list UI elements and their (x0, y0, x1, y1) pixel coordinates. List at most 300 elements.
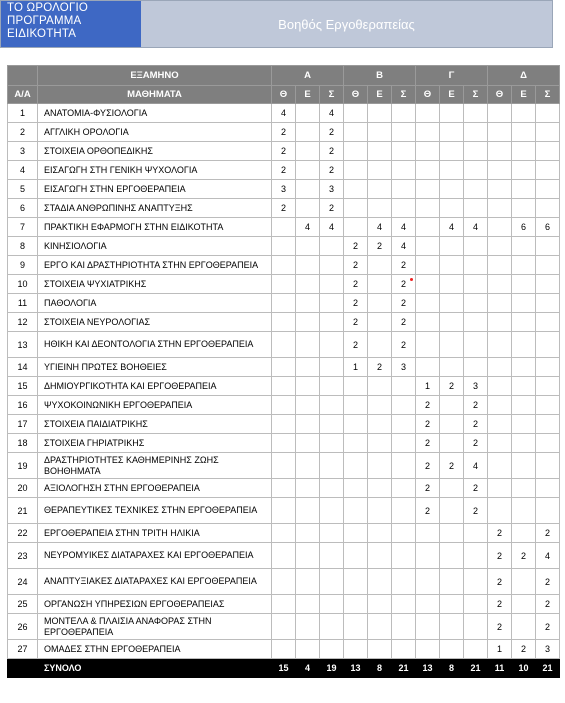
hours-cell (368, 256, 392, 275)
course-row (8, 218, 560, 237)
hours-cell (296, 142, 320, 161)
hours-cell (440, 199, 464, 218)
hours-cell (512, 377, 536, 396)
course-row (8, 415, 560, 434)
hours-cell: 4 (320, 104, 344, 123)
row-number: 12 (8, 313, 38, 332)
row-number: 15 (8, 377, 38, 396)
hours-cell (296, 104, 320, 123)
hours-cell (392, 614, 416, 640)
hours-cell: 2 (320, 161, 344, 180)
course-name: ΕΙΣΑΓΩΓΗ ΣΤΗ ΓΕΝΙΚΗ ΨΥΧΟΛΟΓΙΑ (38, 161, 272, 180)
row-number: 1 (8, 104, 38, 123)
hours-cell: 4 (272, 104, 296, 123)
row-number: 14 (8, 358, 38, 377)
hours-cell (368, 569, 392, 595)
hours-cell (272, 434, 296, 453)
hours-cell (440, 543, 464, 569)
hours-cell (320, 332, 344, 358)
hours-cell: 2 (344, 275, 368, 294)
total-cell: 21 (392, 659, 416, 678)
hours-cell (440, 161, 464, 180)
hours-cell (464, 569, 488, 595)
row-number: 16 (8, 396, 38, 415)
course-row (8, 294, 560, 313)
hours-cell (512, 180, 536, 199)
hours-cell: 2 (416, 498, 440, 524)
hours-cell: 2 (440, 453, 464, 479)
hours-cell (464, 275, 488, 294)
hours-cell (416, 524, 440, 543)
course-name: ΨΥΧΟΚΟΙΝΩΝΙΚΗ ΕΡΓΟΘΕΡΑΠΕΙΑ (38, 396, 272, 415)
hours-cell (512, 453, 536, 479)
hours-cell (368, 332, 392, 358)
hours-cell (512, 595, 536, 614)
course-row (8, 396, 560, 415)
hours-cell (536, 199, 560, 218)
hours-cell (512, 161, 536, 180)
hours-cell (512, 104, 536, 123)
hours-cell (440, 123, 464, 142)
hours-cell: 2 (344, 313, 368, 332)
hours-cell (464, 543, 488, 569)
hours-cell (296, 453, 320, 479)
hours-cell (464, 123, 488, 142)
hours-cell: 2 (392, 275, 416, 294)
corner-cell (8, 66, 38, 86)
hours-cell (440, 640, 464, 659)
hours-cell: 2 (416, 434, 440, 453)
subcol-header: Σ (464, 86, 488, 104)
hours-cell (536, 313, 560, 332)
hours-cell (464, 142, 488, 161)
course-name: ΗΘΙΚΗ ΚΑΙ ΔΕΟΝΤΟΛΟΓΙΑ ΣΤΗΝ ΕΡΓΟΘΕΡΑΠΕΙΑ (38, 332, 272, 358)
hours-cell: 3 (320, 180, 344, 199)
hours-cell (320, 313, 344, 332)
total-cell: 21 (464, 659, 488, 678)
row-number: 21 (8, 498, 38, 524)
course-name: ΣΤΟΙΧΕΙΑ ΠΑΙΔΙΑΤΡΙΚΗΣ (38, 415, 272, 434)
hours-cell (536, 161, 560, 180)
hours-cell: 2 (536, 614, 560, 640)
hours-cell (440, 104, 464, 123)
hours-cell (464, 332, 488, 358)
course-row (8, 524, 560, 543)
course-name: ΜΟΝΤΕΛΑ & ΠΛΑΙΣΙΑ ΑΝΑΦΟΡΑΣ ΣΤΗΝ ΕΡΓΟΘΕΡΑΠΕΙΑ (38, 614, 272, 640)
hours-cell (296, 123, 320, 142)
hours-cell (272, 396, 296, 415)
hours-cell (536, 142, 560, 161)
course-name: ΣΤΟΙΧΕΙΑ ΝΕΥΡΟΛΟΓΙΑΣ (38, 313, 272, 332)
hours-cell (392, 498, 416, 524)
hours-cell (440, 358, 464, 377)
subcol-header: Θ (344, 86, 368, 104)
hours-cell: 2 (344, 294, 368, 313)
course-name: ΠΑΘΟΛΟΓΙΑ (38, 294, 272, 313)
hours-cell: 2 (320, 142, 344, 161)
hours-cell (296, 161, 320, 180)
hours-cell (416, 313, 440, 332)
hours-cell (368, 142, 392, 161)
course-name: ΕΡΓΟ ΚΑΙ ΔΡΑΣΤΗΡΙΟΤΗΤΑ ΣΤΗΝ ΕΡΓΟΘΕΡΑΠΕΙΑ (38, 256, 272, 275)
total-row (8, 659, 560, 678)
subcol-header: Σ (320, 86, 344, 104)
hours-cell (320, 569, 344, 595)
hours-cell: 2 (416, 396, 440, 415)
hours-cell (440, 479, 464, 498)
hours-cell (488, 237, 512, 256)
row-number: 4 (8, 161, 38, 180)
hours-cell (344, 142, 368, 161)
semester-1: Α (272, 66, 344, 86)
hours-cell (344, 479, 368, 498)
hours-cell (416, 595, 440, 614)
hours-cell (296, 524, 320, 543)
hours-cell (416, 332, 440, 358)
row-number: 5 (8, 180, 38, 199)
hours-cell (464, 313, 488, 332)
hours-cell (536, 180, 560, 199)
hours-cell (368, 313, 392, 332)
hours-cell (392, 595, 416, 614)
hours-cell (488, 377, 512, 396)
hours-cell (344, 199, 368, 218)
hours-cell (464, 161, 488, 180)
total-corner (8, 659, 38, 678)
hours-cell (512, 275, 536, 294)
hours-cell: 2 (272, 123, 296, 142)
hours-cell (440, 256, 464, 275)
subcol-header: Ε (296, 86, 320, 104)
hours-cell (368, 543, 392, 569)
schedule-body (8, 66, 560, 678)
course-row (8, 199, 560, 218)
hours-cell (416, 237, 440, 256)
hours-cell: 1 (344, 358, 368, 377)
course-name: ΕΡΓΟΘΕΡΑΠΕΙΑ ΣΤΗΝ ΤΡΙΤΗ ΗΛΙΚΙΑ (38, 524, 272, 543)
hours-cell: 2 (488, 614, 512, 640)
total-cell: 8 (440, 659, 464, 678)
course-name: ΣΤΟΙΧΕΙΑ ΟΡΘΟΠΕΔΙΚΗΣ (38, 142, 272, 161)
hours-cell (416, 123, 440, 142)
hours-cell (392, 142, 416, 161)
hours-cell (320, 358, 344, 377)
hours-cell (368, 614, 392, 640)
course-name: ΣΤΟΙΧΕΙΑ ΓΗΡΙΑΤΡΙΚΗΣ (38, 434, 272, 453)
total-cell: 15 (272, 659, 296, 678)
hours-cell (320, 498, 344, 524)
hours-cell: 6 (512, 218, 536, 237)
hours-cell (272, 256, 296, 275)
title-line-3: ΕΙΔΙΚΟΤΗΤΑ (7, 28, 77, 40)
hours-cell (536, 275, 560, 294)
course-name: ΔΡΑΣΤΗΡΙΟΤΗΤΕΣ ΚΑΘΗΜΕΡΙΝΗΣ ΖΩΗΣ ΒΟΗΘΗΜΑΤΑ (38, 453, 272, 479)
hours-cell (392, 569, 416, 595)
hours-cell (296, 415, 320, 434)
hours-cell (296, 358, 320, 377)
hours-cell (440, 595, 464, 614)
hours-cell (464, 294, 488, 313)
course-row (8, 595, 560, 614)
hours-cell (512, 614, 536, 640)
hours-cell: 2 (392, 294, 416, 313)
hours-cell (440, 524, 464, 543)
total-cell: 4 (296, 659, 320, 678)
hours-cell (320, 256, 344, 275)
hours-cell (296, 237, 320, 256)
hours-cell (296, 377, 320, 396)
hours-cell: 1 (488, 640, 512, 659)
hours-cell (416, 142, 440, 161)
specialty-name: Βοηθός Εργοθεραπείας (141, 1, 552, 47)
hours-cell (488, 313, 512, 332)
course-name: ΠΡΑΚΤΙΚΗ ΕΦΑΡΜΟΓΗ ΣΤΗΝ ΕΙΔΙΚΟΤΗΤΑ (38, 218, 272, 237)
hours-cell (392, 104, 416, 123)
hours-cell (368, 161, 392, 180)
row-number: 19 (8, 453, 38, 479)
hours-cell: 2 (272, 199, 296, 218)
course-name: ΕΙΣΑΓΩΓΗ ΣΤΗΝ ΕΡΓΟΘΕΡΑΠΕΙΑ (38, 180, 272, 199)
hours-cell (392, 123, 416, 142)
hours-cell (392, 377, 416, 396)
hours-cell (296, 479, 320, 498)
hours-cell (464, 614, 488, 640)
hours-cell (344, 595, 368, 614)
hours-cell: 2 (344, 237, 368, 256)
hours-cell (368, 294, 392, 313)
hours-cell (320, 377, 344, 396)
total-cell: 13 (416, 659, 440, 678)
hours-cell (320, 524, 344, 543)
hours-cell (416, 161, 440, 180)
hours-cell (440, 332, 464, 358)
hours-cell: 2 (416, 453, 440, 479)
hours-cell: 2 (464, 479, 488, 498)
hours-cell: 2 (464, 415, 488, 434)
row-number: 2 (8, 123, 38, 142)
hours-cell (464, 640, 488, 659)
hours-cell (272, 218, 296, 237)
row-number: 20 (8, 479, 38, 498)
hours-cell (368, 434, 392, 453)
schedule-table (7, 65, 560, 678)
hours-cell: 3 (464, 377, 488, 396)
hours-cell (272, 614, 296, 640)
hours-cell (416, 358, 440, 377)
hours-cell (344, 415, 368, 434)
hours-cell (488, 123, 512, 142)
hours-cell (368, 415, 392, 434)
course-row (8, 256, 560, 275)
hours-cell (416, 614, 440, 640)
total-cell: 13 (344, 659, 368, 678)
hours-cell (536, 294, 560, 313)
hours-cell: 4 (392, 237, 416, 256)
hours-cell: 2 (488, 543, 512, 569)
hours-cell (512, 294, 536, 313)
hours-cell (272, 313, 296, 332)
hours-cell (392, 479, 416, 498)
hours-cell (272, 415, 296, 434)
hours-cell (320, 275, 344, 294)
course-row (8, 104, 560, 123)
row-number: 8 (8, 237, 38, 256)
total-cell: 19 (320, 659, 344, 678)
hours-cell (440, 614, 464, 640)
hours-cell (320, 415, 344, 434)
semester-4: Δ (488, 66, 560, 86)
hours-cell (392, 180, 416, 199)
hours-cell (296, 313, 320, 332)
course-row (8, 180, 560, 199)
hours-cell (344, 498, 368, 524)
hours-cell (488, 498, 512, 524)
hours-cell (344, 524, 368, 543)
hours-cell (512, 142, 536, 161)
hours-cell: 3 (392, 358, 416, 377)
hours-cell (272, 275, 296, 294)
hours-cell: 2 (368, 358, 392, 377)
page-header (0, 0, 553, 48)
hours-cell (440, 313, 464, 332)
row-number: 10 (8, 275, 38, 294)
course-row (8, 358, 560, 377)
hours-cell (440, 180, 464, 199)
hours-cell (296, 180, 320, 199)
hours-cell (512, 256, 536, 275)
hours-cell (536, 332, 560, 358)
hours-cell (392, 543, 416, 569)
hours-cell (488, 434, 512, 453)
hours-cell (296, 543, 320, 569)
course-name: ΑΝΑΤΟΜΙΑ-ΦΥΣΙΟΛΟΓΙΑ (38, 104, 272, 123)
hours-cell (536, 123, 560, 142)
row-number: 11 (8, 294, 38, 313)
course-name: ΥΓΙΕΙΝΗ ΠΡΩΤΕΣ ΒΟΗΘΕΙΕΣ (38, 358, 272, 377)
title-line-2: ΠΡΟΓΡΑΜΜΑ (7, 15, 82, 27)
hours-cell (272, 569, 296, 595)
semester-2: Β (344, 66, 416, 86)
hours-cell (296, 640, 320, 659)
hours-cell (392, 415, 416, 434)
hours-cell (440, 498, 464, 524)
course-row (8, 453, 560, 479)
hours-cell (512, 123, 536, 142)
hours-cell (536, 453, 560, 479)
hours-cell (536, 358, 560, 377)
hours-cell (272, 595, 296, 614)
hours-cell (512, 434, 536, 453)
course-name: ΟΜΑΔΕΣ ΣΤΗΝ ΕΡΓΟΘΕΡΑΠΕΙΑ (38, 640, 272, 659)
row-number: 17 (8, 415, 38, 434)
hours-cell (416, 256, 440, 275)
hours-cell: 2 (536, 569, 560, 595)
hours-cell (440, 415, 464, 434)
hours-cell (488, 180, 512, 199)
hours-cell (368, 180, 392, 199)
hours-cell (512, 524, 536, 543)
course-row (8, 543, 560, 569)
semester-3: Γ (416, 66, 488, 86)
hours-cell (296, 396, 320, 415)
subcol-header: Θ (488, 86, 512, 104)
hours-cell (464, 104, 488, 123)
hours-cell (464, 199, 488, 218)
hours-cell (488, 294, 512, 313)
hours-cell (512, 199, 536, 218)
hours-cell: 2 (488, 524, 512, 543)
hours-cell: 2 (464, 396, 488, 415)
hours-cell: 2 (488, 595, 512, 614)
hours-cell (368, 640, 392, 659)
hours-cell (512, 498, 536, 524)
hours-cell (368, 524, 392, 543)
hours-cell (344, 453, 368, 479)
hours-cell (536, 434, 560, 453)
hours-cell (344, 104, 368, 123)
hours-cell (320, 595, 344, 614)
title-line-1: ΤΟ ΩΡΟΛΟΓΙΟ (7, 2, 89, 14)
hours-cell (488, 218, 512, 237)
hours-cell (440, 237, 464, 256)
hours-cell (368, 498, 392, 524)
hours-cell: 4 (296, 218, 320, 237)
hours-cell: 1 (416, 377, 440, 396)
hours-cell (344, 377, 368, 396)
hours-cell: 2 (368, 237, 392, 256)
hours-cell (488, 358, 512, 377)
hours-cell (320, 434, 344, 453)
hours-cell (272, 453, 296, 479)
hours-cell: 2 (536, 595, 560, 614)
total-cell: 21 (536, 659, 560, 678)
hours-cell (536, 396, 560, 415)
hours-cell (296, 199, 320, 218)
hours-cell (344, 614, 368, 640)
hours-cell (464, 180, 488, 199)
row-number: 6 (8, 199, 38, 218)
hours-cell (488, 479, 512, 498)
hours-cell (488, 332, 512, 358)
hours-cell (272, 524, 296, 543)
hours-cell (512, 358, 536, 377)
hours-cell: 4 (368, 218, 392, 237)
hours-cell: 2 (320, 123, 344, 142)
hours-cell: 2 (464, 498, 488, 524)
hours-cell (536, 415, 560, 434)
hours-cell (320, 479, 344, 498)
hours-cell: 2 (512, 543, 536, 569)
hours-cell (272, 640, 296, 659)
course-row (8, 434, 560, 453)
hours-cell (272, 237, 296, 256)
hours-cell (416, 199, 440, 218)
hours-cell (368, 479, 392, 498)
hours-cell (536, 377, 560, 396)
hours-cell (392, 434, 416, 453)
hours-cell (416, 640, 440, 659)
row-number: 23 (8, 543, 38, 569)
row-number: 22 (8, 524, 38, 543)
hours-cell: 3 (536, 640, 560, 659)
row-number: 25 (8, 595, 38, 614)
hours-cell (320, 543, 344, 569)
course-name: ΣΤΟΙΧΕΙΑ ΨΥΧΙΑΤΡΙΚΗΣ (38, 275, 272, 294)
hours-cell: 4 (464, 218, 488, 237)
hours-cell (272, 294, 296, 313)
hours-cell: 2 (320, 199, 344, 218)
hours-cell (296, 498, 320, 524)
